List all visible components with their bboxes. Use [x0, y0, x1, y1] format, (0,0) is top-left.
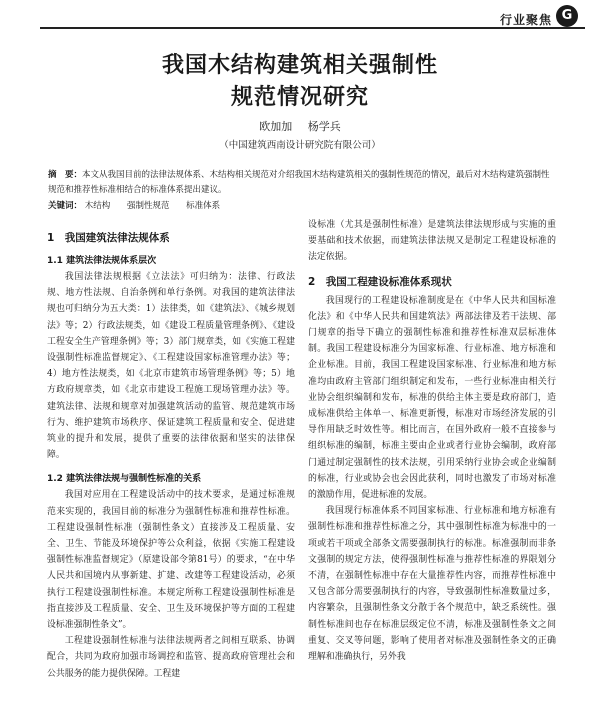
left-column: [47, 216, 295, 682]
section-1-heading: 1 我国建筑法律法规体系: [47, 232, 170, 244]
article-title-line1: 我国木结构建筑相关强制性: [161, 53, 438, 78]
abstract: [48, 168, 558, 198]
section-2-paragraph-1: 我国现行的工程建设标准制度是在《中华人民共和国标准化法》和《中华人民共和国建筑法》两部法律及若干法规、部门规章的指导下确立的强制性标准和推荐性标准双层标准体制。我国工程建设标准分为国家标准、行业标准、地方标准和企业标准。目前，我国工程建设国家标准、行业标准和地方标准均由政府主管部门组织制定和发布，一些行业标准由相关行业协会组织编制和发布，标准的供给主体主要是政府部门，造成标准供给主体单一、标准更新慢，标准对市场经济发展的引导作用缺乏时效性等。相比而言，在国外政府一般不直接参与组织标准的编制，标准主要由企业或者行业协会编制，政府部门通过制定强制性的技术法规，引用采纳行业协会或企业编制的标准，行业或协会也会因此获利，同时也激发了市场对标准的激励作用，促进标准的发展。: [308, 295, 556, 501]
section-1-2-paragraph-1: 我国对应用在工程建设活动中的技术要求，是通过标准规范来实现的，我国目前的标准分为强制性标准和推荐性标准。工程建设强制性标准（强制性条文）直接涉及工程质量、安全、卫生、节能及环境保护等公众利益，依据《实施工程建设强制性标准监督规定》（原建设部令第81号）的要求，“在中华人民共和国境内从事新建、扩建、改建等工程建设活动，必须执行工程建设强制性标准。本规定所称工程建设强制性标准是指直接涉及工程质量、安全、卫生及环境保护等方面的工程建设标准强制性条文”。: [47, 490, 295, 631]
article-title-line2: 规范情况研究: [230, 85, 369, 110]
section-1-1-paragraph: 我国法律法规根据《立法法》可归纳为：法律、行政法规、地方性法规、自治条例和单行条例。对我国的建筑法律法规也可归纳分为五大类：1）法律类，如《建筑法》、《城乡规划法》等；2）行政法规类，如《建设工程质量管理条例》、《建设工程安全生产管理条例》等；3）部门规章类，如《实施工程建设强制性标准监督规定》、《工程建设国家标准管理办法》等；4）地方性法规类，如《北京市建筑市场管理条例》等；5）地方政府规章类，如《北京市建设工程施工现场管理办法》等。建筑法律、法规和规章对加强建筑活动的监管、规范建筑市场行为、维护建筑市场秩序、保证建筑工程质量和安全、促进建筑业的提升和发展，提供了重要的法律依据和坚实的法律保障。: [47, 272, 295, 461]
affiliation: （中国建筑西南设计研究院有限公司）: [219, 140, 381, 151]
abstract-text: 本文从我国目前的法律法规体系、木结构相关规范对介绍我国木结构建筑相关的强制性规范的情况，最后对木结构建筑强制性规范和推荐性标准相结合的标准体系提出建议。: [48, 170, 550, 195]
section-2-heading: 2 我国工程建设标准体系现状: [308, 275, 452, 288]
keyword-1: 木结构: [84, 201, 111, 211]
journal-logo-icon: G: [556, 5, 578, 27]
section-tag: 行业聚焦: [499, 13, 552, 27]
authors: [0, 118, 600, 134]
abstract-label: 摘 要：: [48, 170, 83, 180]
section-1-2-heading: 1.2 建筑法律法规与强制性标准的关系: [47, 474, 202, 485]
keyword-2: 强制性规范: [126, 201, 170, 211]
section-1-1-heading: 1.1 建筑法律法规体系层次: [47, 256, 157, 266]
keyword-3: 标准体系: [186, 201, 221, 211]
keywords: [48, 199, 558, 211]
author-2: 杨学兵: [307, 120, 341, 133]
author-1: 欧加加: [259, 120, 293, 133]
keywords-label: 关键词：: [48, 201, 83, 211]
section-1-2-paragraph-2: 工程建设强制性标准与法律法规两者之间相互联系、协调配合，共同为政府加强市场调控和监管、提高政府管理社会和公共服务的能力提供保障。工程建: [47, 636, 295, 679]
section-2-paragraph-2: 我国现行标准体系不同国家标准、行业标准和地方标准有强制性标准和推荐性标准之分，其中强制性标准为标准中的一项或若干项或全部条文需要强制执行的标准。标准强制而非条文强制的规定方法，使得强制性标准与推荐性标准的界限划分不清，在强制性标准中存在大量推荐性内容，而推荐性标准中又包含部分需要强制执行的内容，导致强制性标准数量过多，内容繁杂，且强制性条文分散于各个规范中，缺乏系统性。强制性标准间也存在标准层级定位不清，标准及强制性条文之间重复、交叉等问题，影响了使用者对标准及强制性条文的正确理解和准确执行，另外我: [308, 506, 556, 663]
right-column: [308, 217, 556, 665]
continued-paragraph: 设标准（尤其是强制性标准）是建筑法律法规形成与实施的重要基础和技术依据，而建筑法律法规又是制定工程建设标准的法定依据。: [308, 220, 556, 263]
